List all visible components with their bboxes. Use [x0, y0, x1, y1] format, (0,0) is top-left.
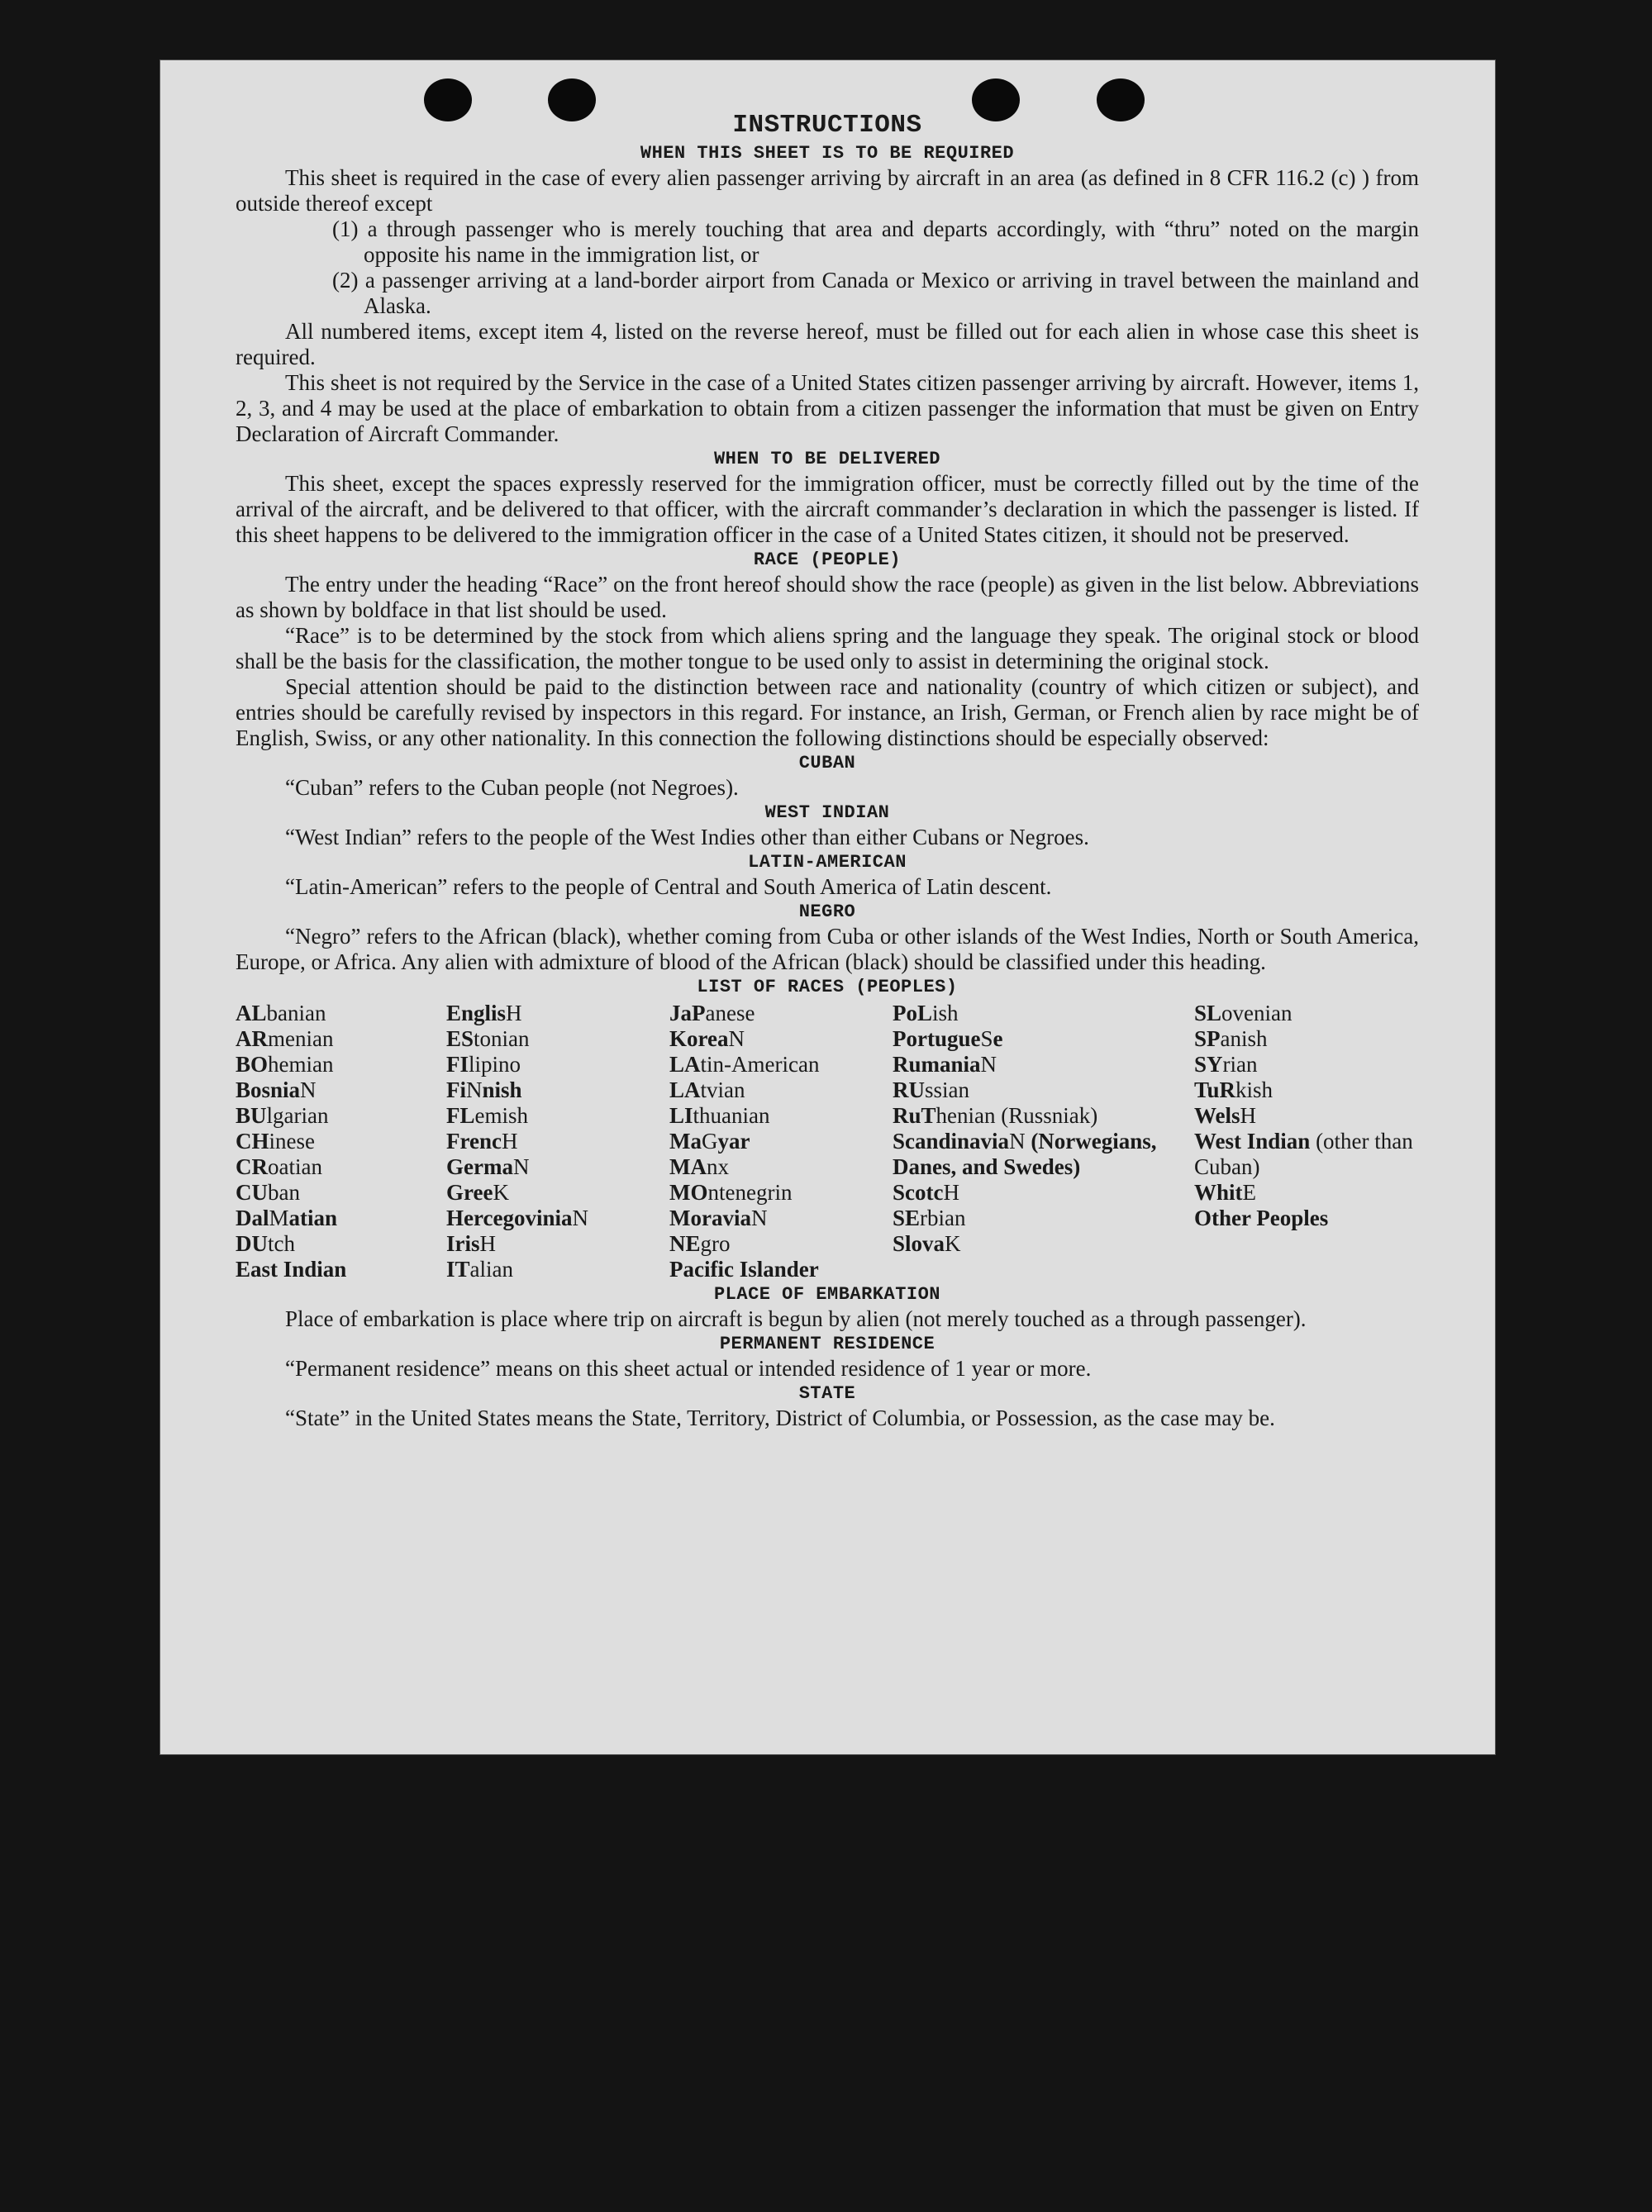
paragraph: The entry under the heading “Race” on the front hereof should show the race (people) as given in the list below. Abbreviations as shown by boldface in that list should be used. — [236, 572, 1419, 622]
race-entry: SlovaK — [893, 1231, 961, 1256]
race-entry: FIlipino — [446, 1052, 521, 1077]
paragraph: Place of embarkation is place where trip on aircraft is begun by alien (not merely touched as a through passenger). — [285, 1306, 1307, 1331]
section-heading: WEST INDIAN — [764, 802, 890, 823]
race-entry: PortugueSe — [893, 1026, 1003, 1051]
paragraph: “Latin-American” refers to the people of Central and South America of Latin descent. — [285, 874, 1052, 899]
race-entry: ScandinaviaN (Norwegians, Danes, and Swedes) — [893, 1129, 1157, 1179]
section-heading: WHEN THIS SHEET IS TO BE REQUIRED — [640, 143, 1015, 164]
section-heading: STATE — [798, 1383, 856, 1404]
race-entry: LAtin-American — [669, 1052, 820, 1077]
race-entry: FiNnish — [446, 1077, 522, 1102]
race-entry: BOhemian — [236, 1052, 334, 1077]
section-heading: NEGRO — [798, 901, 856, 922]
paragraph: This sheet, except the spaces expressly reserved for the immigration officer, must be correctly filled out by the time of the arrival of the aircraft, and be delivered to that officer, with the aircraft commander’s declaration in which the passenger is listed. If this sheet happens to be delivered to the immigration officer in the case of a United States citizen, it should not be preserved. — [236, 471, 1419, 547]
paragraph: All numbered items, except item 4, listed on the reverse hereof, must be filled out for each alien in whose case this sheet is required. — [236, 319, 1419, 369]
race-entry: West Indian (other than Cuban) — [1194, 1129, 1413, 1179]
race-entry: RumaniaN — [893, 1052, 997, 1077]
race-entry: EStonian — [446, 1026, 530, 1051]
races-column — [669, 1001, 893, 1282]
paragraph: Special attention should be paid to the distinction between race and nationality (country of which citizen or subject), and entries should be carefully revised by inspectors in this regard. For instance, an Irish, German, or French alien by race might be of English, Swiss, or any other nationality. In this connection the following distinctions should be especially observed: — [236, 674, 1419, 750]
race-entry: ITalian — [446, 1257, 514, 1282]
race-entry: CUban — [236, 1180, 300, 1205]
section-heading: CUBAN — [798, 753, 856, 773]
paragraph-item: (2) a passenger arriving at a land-border airport from Canada or Mexico or arriving in travel between the mainland and Alaska. — [332, 268, 1419, 318]
race-entry: LIthuanian — [669, 1103, 770, 1128]
race-entry: CHinese — [236, 1129, 315, 1154]
race-entry: IrisH — [446, 1231, 496, 1256]
section-heading: PERMANENT RESIDENCE — [719, 1334, 935, 1354]
race-entry: RuThenian (Russniak) — [893, 1103, 1098, 1128]
race-entry: MoraviaN — [669, 1206, 768, 1230]
race-entry: NEgro — [669, 1231, 731, 1256]
race-entry: ALbanian — [236, 1001, 326, 1025]
race-entry: TuRkish — [1194, 1077, 1274, 1102]
paragraph: “Cuban” refers to the Cuban people (not Negroes). — [285, 775, 739, 800]
race-entry: Other Peoples — [1194, 1206, 1329, 1230]
races-column — [1194, 1001, 1419, 1282]
paragraph: “Race” is to be determined by the stock from which aliens spring and the language they speak. The original stock or blood shall be the basis for the classification, the mother tongue to be used only to assist in determining the original stock. — [236, 623, 1419, 673]
races-list — [236, 1001, 1419, 1282]
race-entry: WhitE — [1194, 1180, 1257, 1205]
race-entry: SErbian — [893, 1206, 966, 1230]
section-heading: LIST OF RACES (PEOPLES) — [697, 977, 958, 997]
race-entry: KoreaN — [669, 1026, 745, 1051]
race-entry: RUssian — [893, 1077, 969, 1102]
paragraph: This sheet is not required by the Service in the case of a United States citizen passenger arriving by aircraft. However, items 1, 2, 3, and 4 may be used at the place of embarkation to obtain from a citizen passenger the information that must be given on Entry Declaration of Aircraft Commander. — [236, 370, 1419, 446]
section-heading: WHEN TO BE DELIVERED — [713, 449, 941, 469]
race-entry: SPanish — [1194, 1026, 1268, 1051]
race-entry: ScotcH — [893, 1180, 959, 1205]
race-entry: LAtvian — [669, 1077, 745, 1102]
race-entry: MAnx — [669, 1154, 729, 1179]
section-heading: PLACE OF EMBARKATION — [713, 1284, 941, 1305]
paragraph: “State” in the United States means the State, Territory, District of Columbia, or Possession, as the case may be. — [285, 1406, 1275, 1430]
paragraph: “Permanent residence” means on this sheet actual or intended residence of 1 year or more. — [285, 1356, 1092, 1381]
instructions-content — [236, 111, 1419, 1431]
page-title: INSTRUCTIONS — [732, 111, 922, 140]
section-heading: RACE (PEOPLE) — [753, 549, 902, 570]
race-entry: BUlgarian — [236, 1103, 329, 1128]
race-entry: FLemish — [446, 1103, 529, 1128]
race-entry: CRoatian — [236, 1154, 322, 1179]
paragraph: “West Indian” refers to the people of the West Indies other than either Cubans or Negroes. — [285, 825, 1089, 849]
race-entry: MaGyar — [669, 1129, 750, 1154]
race-entry: Pacific Islander — [669, 1257, 819, 1282]
races-column — [446, 1001, 669, 1282]
races-column — [893, 1001, 1194, 1282]
races-column — [236, 1001, 446, 1282]
document-page — [159, 59, 1496, 1755]
race-entry: EnglisH — [446, 1001, 522, 1025]
race-entry: DUtch — [236, 1231, 295, 1256]
paragraph-item: (1) a through passenger who is merely touching that area and departs accordingly, with “thru” noted on the margin opposite his name in the immigration list, or — [332, 216, 1419, 267]
race-entry: WelsH — [1194, 1103, 1257, 1128]
race-entry: BosniaN — [236, 1077, 317, 1102]
race-entry: GermaN — [446, 1154, 530, 1179]
race-entry: East Indian — [236, 1257, 347, 1282]
section-heading: LATIN-AMERICAN — [748, 852, 907, 873]
race-entry: SLovenian — [1194, 1001, 1293, 1025]
race-entry: MOntenegrin — [669, 1180, 793, 1205]
race-entry: HercegoviniaN — [446, 1206, 588, 1230]
paragraph: This sheet is required in the case of every alien passenger arriving by aircraft in an area (as defined in 8 CFR 116.2 (c) ) from outside thereof except — [236, 165, 1419, 216]
race-entry: GreeK — [446, 1180, 509, 1205]
race-entry: SYrian — [1194, 1052, 1258, 1077]
race-entry: DalMatian — [236, 1206, 338, 1230]
race-entry: PoLish — [893, 1001, 959, 1025]
paragraph: “Negro” refers to the African (black), whether coming from Cuba or other islands of the West Indies, North or South America, Europe, or Africa. Any alien with admixture of blood of the African (black) should be classified under this heading. — [236, 924, 1419, 974]
race-entry: ARmenian — [236, 1026, 334, 1051]
race-entry: JaPanese — [669, 1001, 755, 1025]
race-entry: FrencH — [446, 1129, 518, 1154]
